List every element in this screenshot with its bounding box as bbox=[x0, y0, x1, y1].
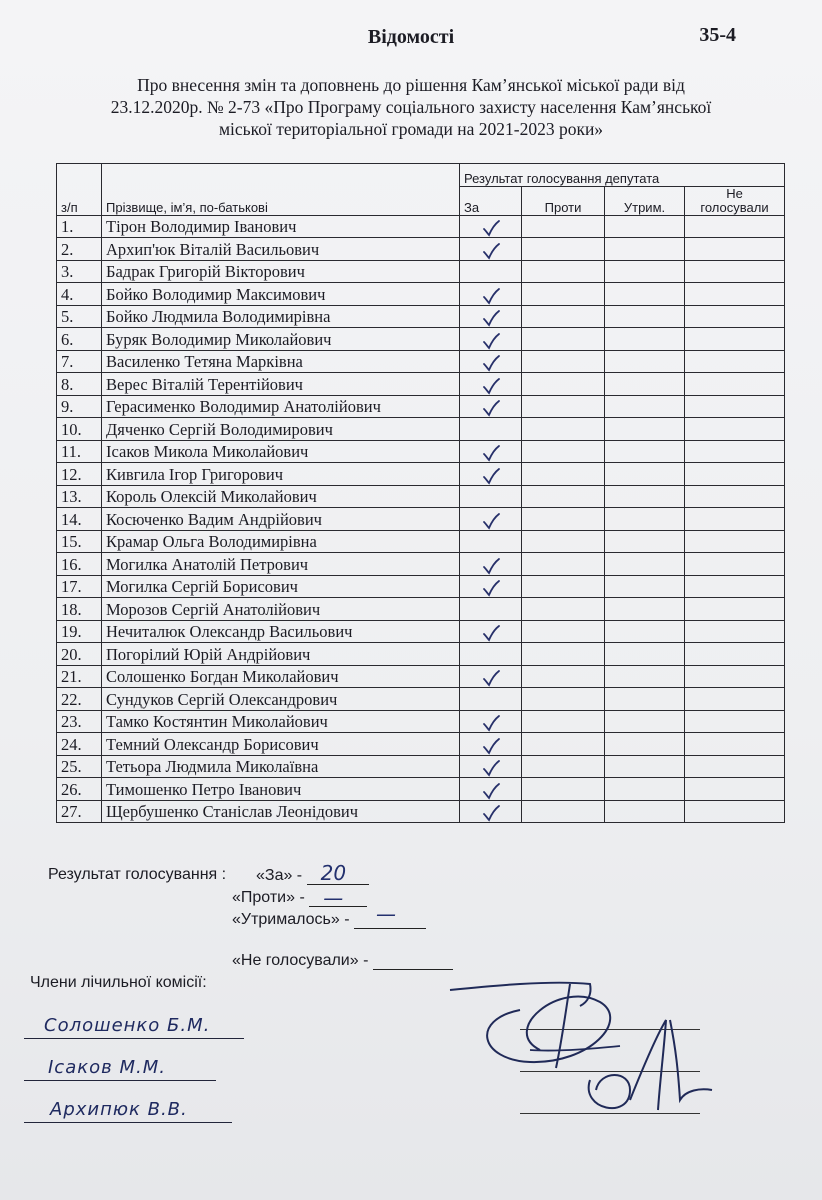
checkmark-icon bbox=[481, 782, 501, 800]
vote-cell-for bbox=[460, 508, 522, 531]
vote-cell-not-voted bbox=[685, 508, 785, 531]
vote-cell-against bbox=[522, 463, 605, 486]
table-row bbox=[57, 238, 785, 261]
vote-cell-against bbox=[522, 778, 605, 801]
row-name: Кивгила Ігор Григорович bbox=[102, 463, 460, 486]
vote-cell-abstain bbox=[605, 238, 685, 261]
vote-cell-for bbox=[460, 485, 522, 508]
result-not-voted-label: «Не голосували» - bbox=[232, 952, 369, 969]
vote-cell-not-voted bbox=[685, 305, 785, 328]
row-number: 3. bbox=[57, 260, 102, 283]
vote-cell-for bbox=[460, 530, 522, 553]
vote-cell-abstain bbox=[605, 373, 685, 396]
document-title: Відомості bbox=[367, 26, 455, 48]
vote-cell-not-voted bbox=[685, 575, 785, 598]
column-header-for: За bbox=[460, 186, 522, 215]
result-against-row bbox=[232, 886, 367, 910]
row-number: 21. bbox=[57, 665, 102, 688]
commission-label: Члени лічильної комісії: bbox=[30, 974, 207, 991]
vote-cell-not-voted bbox=[685, 530, 785, 553]
document-number: 35-4 bbox=[699, 24, 736, 46]
vote-cell-abstain bbox=[605, 328, 685, 351]
vote-cell-abstain bbox=[605, 350, 685, 373]
row-number: 6. bbox=[57, 328, 102, 351]
table-row bbox=[57, 530, 785, 553]
vote-cell-against bbox=[522, 260, 605, 283]
subtitle-line: Про внесення змін та доповнень до рішення Кам’янської міської ради від bbox=[137, 75, 685, 95]
vote-cell-abstain bbox=[605, 755, 685, 778]
row-number: 24. bbox=[57, 733, 102, 756]
result-abstain-line bbox=[354, 902, 426, 929]
subtitle-line: 23.12.2020р. № 2-73 «Про Програму соціального захисту населення Кам’янської bbox=[110, 97, 712, 117]
result-label: Результат голосування : bbox=[48, 866, 227, 883]
checkmark-icon bbox=[481, 759, 501, 777]
row-name: Бойко Володимир Максимович bbox=[102, 283, 460, 306]
row-number: 13. bbox=[57, 485, 102, 508]
vote-cell-for bbox=[460, 553, 522, 576]
row-name: Сундуков Сергій Олександрович bbox=[102, 688, 460, 711]
row-name: Нечиталюк Олександр Васильович bbox=[102, 620, 460, 643]
vote-cell-abstain bbox=[605, 733, 685, 756]
vote-cell-not-voted bbox=[685, 238, 785, 261]
vote-cell-abstain bbox=[605, 643, 685, 666]
vote-cell-against bbox=[522, 305, 605, 328]
vote-cell-for bbox=[460, 688, 522, 711]
vote-cell-abstain bbox=[605, 508, 685, 531]
row-name: Ісаков Микола Миколайович bbox=[102, 440, 460, 463]
vote-cell-for bbox=[460, 305, 522, 328]
row-name: Косюченко Вадим Андрійович bbox=[102, 508, 460, 531]
vote-cell-against bbox=[522, 553, 605, 576]
row-name: Верес Віталій Терентійович bbox=[102, 373, 460, 396]
vote-cell-for bbox=[460, 215, 522, 238]
table-row bbox=[57, 755, 785, 778]
voting-table-body bbox=[57, 215, 785, 823]
vote-cell-not-voted bbox=[685, 418, 785, 441]
vote-cell-not-voted bbox=[685, 485, 785, 508]
table-row bbox=[57, 688, 785, 711]
vote-cell-abstain bbox=[605, 620, 685, 643]
vote-cell-against bbox=[522, 620, 605, 643]
vote-cell-for bbox=[460, 665, 522, 688]
table-row bbox=[57, 305, 785, 328]
table-row bbox=[57, 800, 785, 823]
vote-cell-for bbox=[460, 328, 522, 351]
handwritten-signature bbox=[330, 950, 730, 1150]
row-number: 4. bbox=[57, 283, 102, 306]
vote-cell-abstain bbox=[605, 553, 685, 576]
row-number: 9. bbox=[57, 395, 102, 418]
checkmark-icon bbox=[481, 804, 501, 822]
vote-cell-abstain bbox=[605, 440, 685, 463]
row-name: Погорілий Юрій Андрійович bbox=[102, 643, 460, 666]
vote-cell-for bbox=[460, 418, 522, 441]
row-name: Солошенко Богдан Миколайович bbox=[102, 665, 460, 688]
table-row bbox=[57, 575, 785, 598]
result-for-line bbox=[307, 861, 369, 885]
checkmark-icon bbox=[481, 579, 501, 597]
checkmark-icon bbox=[481, 444, 501, 462]
row-name: Тамко Костянтин Миколайович bbox=[102, 710, 460, 733]
vote-cell-abstain bbox=[605, 688, 685, 711]
vote-cell-not-voted bbox=[685, 800, 785, 823]
checkmark-icon bbox=[481, 332, 501, 350]
vote-cell-abstain bbox=[605, 598, 685, 621]
vote-cell-against bbox=[522, 418, 605, 441]
row-name: Герасименко Володимир Анатолійович bbox=[102, 395, 460, 418]
table-row bbox=[57, 463, 785, 486]
table-row bbox=[57, 418, 785, 441]
row-name: Щербушенко Станіслав Леонідович bbox=[102, 800, 460, 823]
row-number: 10. bbox=[57, 418, 102, 441]
vote-cell-not-voted bbox=[685, 778, 785, 801]
document-subtitle bbox=[80, 74, 742, 140]
table-row bbox=[57, 598, 785, 621]
vote-cell-abstain bbox=[605, 260, 685, 283]
table-row bbox=[57, 215, 785, 238]
vote-cell-for bbox=[460, 710, 522, 733]
vote-cell-against bbox=[522, 710, 605, 733]
row-name: Крамар Ольга Володимирівна bbox=[102, 530, 460, 553]
checkmark-icon bbox=[481, 354, 501, 372]
vote-cell-against bbox=[522, 508, 605, 531]
vote-cell-abstain bbox=[605, 283, 685, 306]
vote-cell-against bbox=[522, 215, 605, 238]
vote-cell-not-voted bbox=[685, 620, 785, 643]
table-row bbox=[57, 328, 785, 351]
row-number: 25. bbox=[57, 755, 102, 778]
vote-cell-not-voted bbox=[685, 215, 785, 238]
checkmark-icon bbox=[481, 624, 501, 642]
row-name: Бойко Людмила Володимирівна bbox=[102, 305, 460, 328]
vote-cell-against bbox=[522, 373, 605, 396]
vote-cell-not-voted bbox=[685, 328, 785, 351]
vote-cell-not-voted bbox=[685, 598, 785, 621]
commission-member-line bbox=[24, 1008, 244, 1039]
column-header-against: Проти bbox=[522, 186, 605, 215]
vote-cell-for bbox=[460, 800, 522, 823]
checkmark-icon bbox=[481, 557, 501, 575]
voting-table bbox=[56, 163, 785, 823]
subtitle-line: міської територіальної громади на 2021-2023 роки» bbox=[218, 119, 604, 139]
checkmark-icon bbox=[481, 242, 501, 260]
vote-cell-for bbox=[460, 350, 522, 373]
row-name: Архип'юк Віталій Васильович bbox=[102, 238, 460, 261]
row-number: 23. bbox=[57, 710, 102, 733]
commission-member-line bbox=[24, 1050, 216, 1081]
table-row bbox=[57, 485, 785, 508]
table-row bbox=[57, 283, 785, 306]
vote-cell-abstain bbox=[605, 305, 685, 328]
vote-cell-against bbox=[522, 485, 605, 508]
vote-cell-not-voted bbox=[685, 463, 785, 486]
vote-cell-for bbox=[460, 778, 522, 801]
table-row bbox=[57, 508, 785, 531]
row-number: 18. bbox=[57, 598, 102, 621]
vote-cell-not-voted bbox=[685, 373, 785, 396]
checkmark-icon bbox=[481, 377, 501, 395]
row-number: 8. bbox=[57, 373, 102, 396]
commission-member-line bbox=[24, 1092, 232, 1123]
checkmark-icon bbox=[481, 737, 501, 755]
result-abstain-label: «Утрималось» - bbox=[232, 911, 350, 928]
result-against-line bbox=[309, 886, 367, 910]
vote-cell-against bbox=[522, 530, 605, 553]
row-name: Король Олексій Миколайович bbox=[102, 485, 460, 508]
vote-cell-not-voted bbox=[685, 283, 785, 306]
row-name: Темний Олександр Борисович bbox=[102, 733, 460, 756]
vote-cell-abstain bbox=[605, 395, 685, 418]
row-number: 1. bbox=[57, 215, 102, 238]
table-row bbox=[57, 553, 785, 576]
row-number: 26. bbox=[57, 778, 102, 801]
row-number: 19. bbox=[57, 620, 102, 643]
row-number: 15. bbox=[57, 530, 102, 553]
row-name: Тетьора Людмила Миколаївна bbox=[102, 755, 460, 778]
row-name: Тимошенко Петро Іванович bbox=[102, 778, 460, 801]
vote-cell-not-voted bbox=[685, 755, 785, 778]
vote-cell-against bbox=[522, 598, 605, 621]
vote-cell-for bbox=[460, 755, 522, 778]
checkmark-icon bbox=[481, 512, 501, 530]
row-name: Бадрак Григорій Вікторович bbox=[102, 260, 460, 283]
row-number: 17. bbox=[57, 575, 102, 598]
table-row bbox=[57, 733, 785, 756]
vote-cell-for bbox=[460, 260, 522, 283]
table-row bbox=[57, 620, 785, 643]
vote-cell-abstain bbox=[605, 463, 685, 486]
column-header-not-voted-line: голосували bbox=[700, 199, 769, 215]
row-name: Тірон Володимир Іванович bbox=[102, 215, 460, 238]
row-number: 22. bbox=[57, 688, 102, 711]
row-number: 7. bbox=[57, 350, 102, 373]
vote-cell-for bbox=[460, 373, 522, 396]
vote-cell-for bbox=[460, 620, 522, 643]
result-abstain-row bbox=[232, 902, 426, 929]
table-row bbox=[57, 665, 785, 688]
vote-cell-not-voted bbox=[685, 688, 785, 711]
vote-cell-not-voted bbox=[685, 440, 785, 463]
row-number: 11. bbox=[57, 440, 102, 463]
row-name: Могилка Анатолій Петрович bbox=[102, 553, 460, 576]
checkmark-icon bbox=[481, 399, 501, 417]
vote-cell-for bbox=[460, 575, 522, 598]
vote-cell-against bbox=[522, 800, 605, 823]
vote-cell-for bbox=[460, 395, 522, 418]
column-header-not-voted-line: Не bbox=[726, 186, 743, 201]
checkmark-icon bbox=[481, 669, 501, 687]
commission-member-name: Ісаков М.М. bbox=[48, 1057, 166, 1078]
table-row bbox=[57, 260, 785, 283]
vote-cell-for bbox=[460, 283, 522, 306]
vote-cell-for bbox=[460, 463, 522, 486]
column-header-abstain: Утрим. bbox=[605, 186, 685, 215]
result-for-label: «За» - bbox=[256, 867, 303, 884]
column-header-number: з/п bbox=[57, 164, 102, 216]
vote-cell-not-voted bbox=[685, 260, 785, 283]
vote-cell-against bbox=[522, 283, 605, 306]
row-name: Дяченко Сергій Володимирович bbox=[102, 418, 460, 441]
checkmark-icon bbox=[481, 287, 501, 305]
row-name: Буряк Володимир Миколайович bbox=[102, 328, 460, 351]
vote-cell-abstain bbox=[605, 800, 685, 823]
vote-cell-abstain bbox=[605, 530, 685, 553]
column-header-not-voted bbox=[685, 186, 785, 215]
row-number: 2. bbox=[57, 238, 102, 261]
vote-cell-for bbox=[460, 238, 522, 261]
checkmark-icon bbox=[481, 467, 501, 485]
vote-cell-against bbox=[522, 755, 605, 778]
vote-cell-for bbox=[460, 598, 522, 621]
vote-cell-not-voted bbox=[685, 710, 785, 733]
table-row bbox=[57, 710, 785, 733]
table-row bbox=[57, 440, 785, 463]
row-number: 16. bbox=[57, 553, 102, 576]
vote-cell-not-voted bbox=[685, 733, 785, 756]
result-against-value: — bbox=[323, 886, 344, 910]
vote-cell-not-voted bbox=[685, 350, 785, 373]
table-row bbox=[57, 778, 785, 801]
result-against-label: «Проти» - bbox=[232, 889, 305, 906]
row-number: 12. bbox=[57, 463, 102, 486]
vote-cell-not-voted bbox=[685, 643, 785, 666]
row-number: 14. bbox=[57, 508, 102, 531]
vote-cell-against bbox=[522, 350, 605, 373]
row-number: 27. bbox=[57, 800, 102, 823]
vote-cell-not-voted bbox=[685, 395, 785, 418]
vote-cell-not-voted bbox=[685, 665, 785, 688]
column-header-name: Прізвище, ім’я, по-батькові bbox=[102, 164, 460, 216]
table-row bbox=[57, 373, 785, 396]
table-row bbox=[57, 643, 785, 666]
row-name: Василенко Тетяна Марківна bbox=[102, 350, 460, 373]
vote-cell-against bbox=[522, 440, 605, 463]
vote-cell-not-voted bbox=[685, 553, 785, 576]
vote-cell-abstain bbox=[605, 215, 685, 238]
checkmark-icon bbox=[481, 309, 501, 327]
table-row bbox=[57, 350, 785, 373]
vote-cell-against bbox=[522, 395, 605, 418]
row-number: 5. bbox=[57, 305, 102, 328]
vote-cell-against bbox=[522, 575, 605, 598]
checkmark-icon bbox=[481, 219, 501, 237]
vote-cell-against bbox=[522, 665, 605, 688]
vote-cell-abstain bbox=[605, 418, 685, 441]
row-number: 20. bbox=[57, 643, 102, 666]
vote-cell-against bbox=[522, 643, 605, 666]
vote-cell-abstain bbox=[605, 778, 685, 801]
vote-cell-for bbox=[460, 733, 522, 756]
result-abstain-value: — bbox=[376, 902, 396, 926]
row-name: Морозов Сергій Анатолійович bbox=[102, 598, 460, 621]
row-name: Могилка Сергій Борисович bbox=[102, 575, 460, 598]
vote-cell-abstain bbox=[605, 665, 685, 688]
commission-member-name: Солошенко Б.М. bbox=[44, 1015, 211, 1036]
vote-cell-for bbox=[460, 440, 522, 463]
commission-member-name: Архипюк В.В. bbox=[50, 1099, 188, 1120]
table-row bbox=[57, 395, 785, 418]
vote-cell-against bbox=[522, 238, 605, 261]
vote-cell-against bbox=[522, 688, 605, 711]
vote-cell-abstain bbox=[605, 485, 685, 508]
vote-cell-against bbox=[522, 328, 605, 351]
vote-cell-abstain bbox=[605, 710, 685, 733]
vote-cell-abstain bbox=[605, 575, 685, 598]
checkmark-icon bbox=[481, 714, 501, 732]
column-header-result: Результат голосування депутата bbox=[460, 164, 785, 187]
vote-cell-against bbox=[522, 733, 605, 756]
result-for-value: 20 bbox=[320, 861, 347, 885]
result-for-row bbox=[256, 861, 369, 885]
vote-cell-for bbox=[460, 643, 522, 666]
